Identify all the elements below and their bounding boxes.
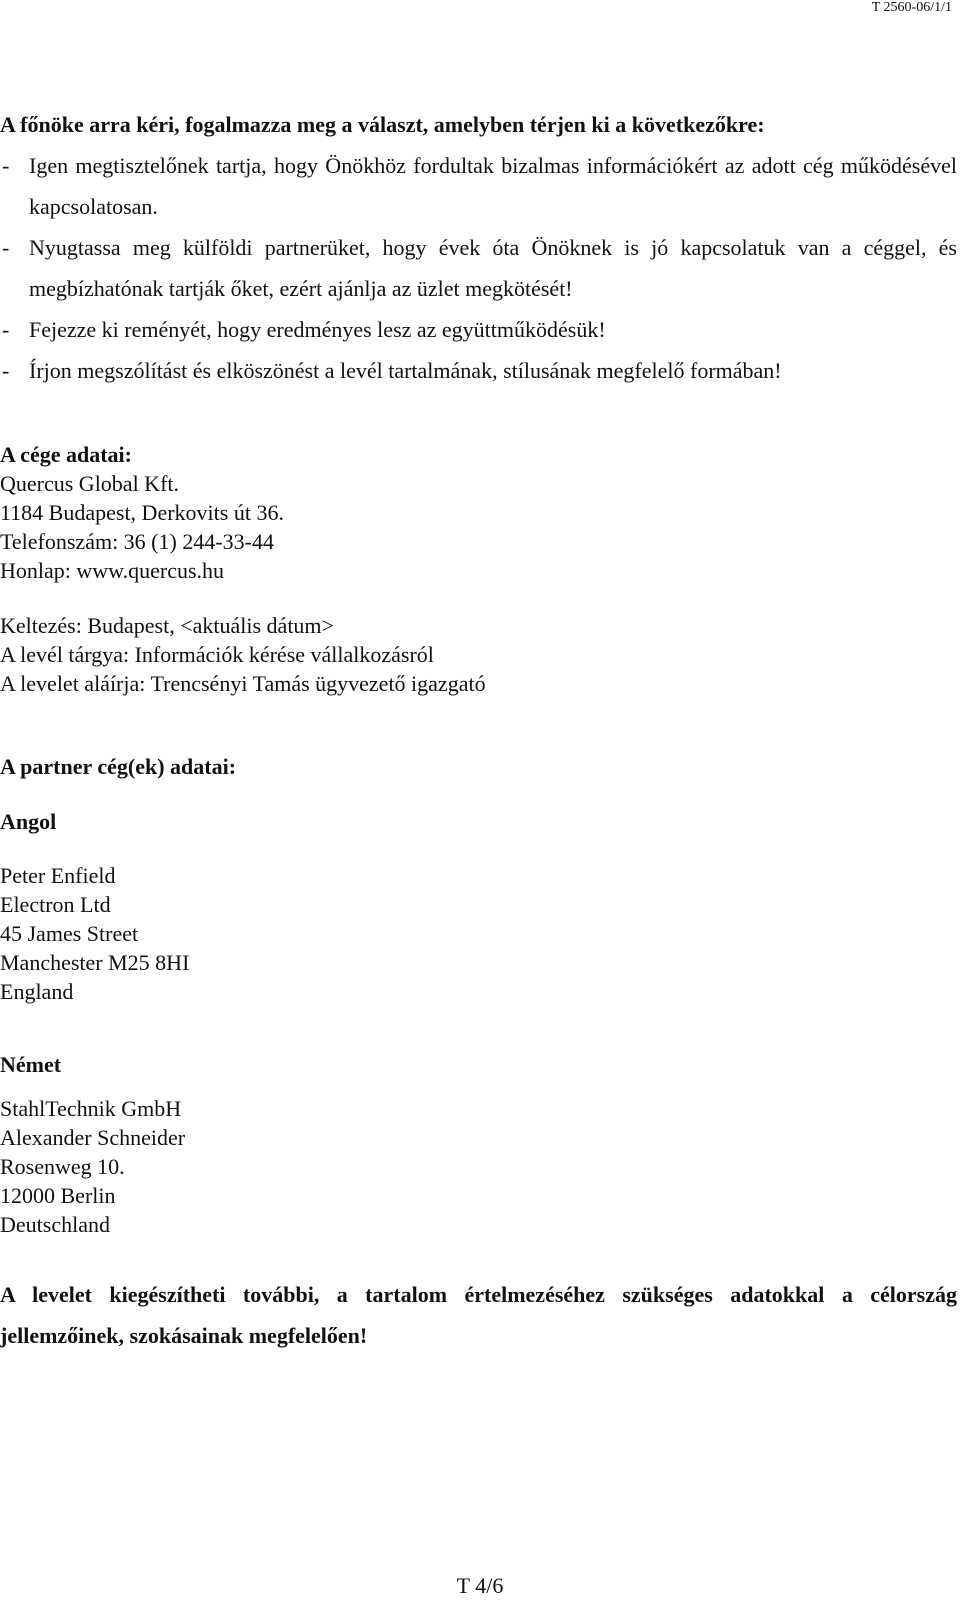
partner-english-label: Angol bbox=[0, 809, 57, 834]
partner-english-line: Peter Enfield bbox=[0, 863, 116, 888]
instructions bbox=[0, 104, 957, 391]
partner-english-label-block bbox=[0, 807, 957, 836]
bullet-dash: - bbox=[2, 235, 10, 260]
instruction-bullet bbox=[0, 145, 957, 227]
partner-german bbox=[0, 1094, 957, 1239]
bullet-dash: - bbox=[2, 153, 10, 178]
partner-english-line: Electron Ltd bbox=[0, 892, 111, 917]
company-phone: Telefonszám: 36 (1) 244-33-44 bbox=[0, 529, 274, 554]
instruction-text: Írjon megszólítást és elköszönést a levél tartalmának, stílusának megfelelő formában! bbox=[29, 358, 782, 383]
bullet-dash: - bbox=[2, 317, 10, 342]
company-heading: A cége adatai: bbox=[0, 442, 132, 467]
instruction-text: Nyugtassa meg külföldi partnerüket, hogy évek óta Önöknek is jó kapcsolatuk van a céggel, és megbízhatónak tartják őket, ezért ajánlja az üzlet megkötését! bbox=[29, 235, 957, 301]
partner-english-line: England bbox=[0, 979, 74, 1004]
company-website: Honlap: www.quercus.hu bbox=[0, 558, 225, 583]
bullet-dash: - bbox=[2, 358, 10, 383]
page-number: T 4/6 bbox=[456, 1573, 504, 1598]
partner-german-line: Alexander Schneider bbox=[0, 1125, 186, 1150]
instructions-lead: A főnöke arra kéri, fogalmazza meg a választ, amelyben térjen ki a következőkre: bbox=[0, 112, 765, 137]
partners-heading: A partner cég(ek) adatai: bbox=[0, 754, 237, 779]
partner-german-line: Rosenweg 10. bbox=[0, 1154, 125, 1179]
partner-german-line: 12000 Berlin bbox=[0, 1183, 116, 1208]
partner-german-label-block bbox=[0, 1050, 957, 1079]
page-code: T 2560-06/1/1 bbox=[871, 0, 952, 15]
letter-meta bbox=[0, 611, 957, 698]
letter-subject: A levél tárgya: Információk kérése vállalkozásról bbox=[0, 642, 434, 667]
instruction-bullet bbox=[0, 227, 957, 309]
partner-german-line: Deutschland bbox=[0, 1212, 110, 1237]
partners-heading-block bbox=[0, 752, 957, 781]
company-name: Quercus Global Kft. bbox=[0, 471, 180, 496]
instruction-text: Fejezze ki reményét, hogy eredményes lesz az együttműködésük! bbox=[29, 317, 606, 342]
company-address: 1184 Budapest, Derkovits út 36. bbox=[0, 500, 284, 525]
partner-english-line: 45 James Street bbox=[0, 921, 139, 946]
partner-english bbox=[0, 861, 957, 1006]
letter-signer: A levelet aláírja: Trencsényi Tamás ügyvezető igazgató bbox=[0, 671, 486, 696]
partner-german-label: Német bbox=[0, 1052, 62, 1077]
partner-german-line: StahlTechnik GmbH bbox=[0, 1096, 182, 1121]
company-details bbox=[0, 440, 957, 585]
letter-date: Keltezés: Budapest, <aktuális dátum> bbox=[0, 613, 334, 638]
instruction-bullet bbox=[0, 350, 957, 391]
closing-note: A levelet kiegészítheti további, a tartalom értelmezéséhez szükséges adatokkal a célország jellemzőinek, szokásainak megfelelően! bbox=[0, 1282, 957, 1348]
instruction-text: Igen megtisztelőnek tartja, hogy Önökhöz fordultak bizalmas információkért az adott cég működésével kapcsolatosan. bbox=[29, 153, 957, 219]
instruction-bullet bbox=[0, 309, 957, 350]
partner-english-line: Manchester M25 8HI bbox=[0, 950, 190, 975]
